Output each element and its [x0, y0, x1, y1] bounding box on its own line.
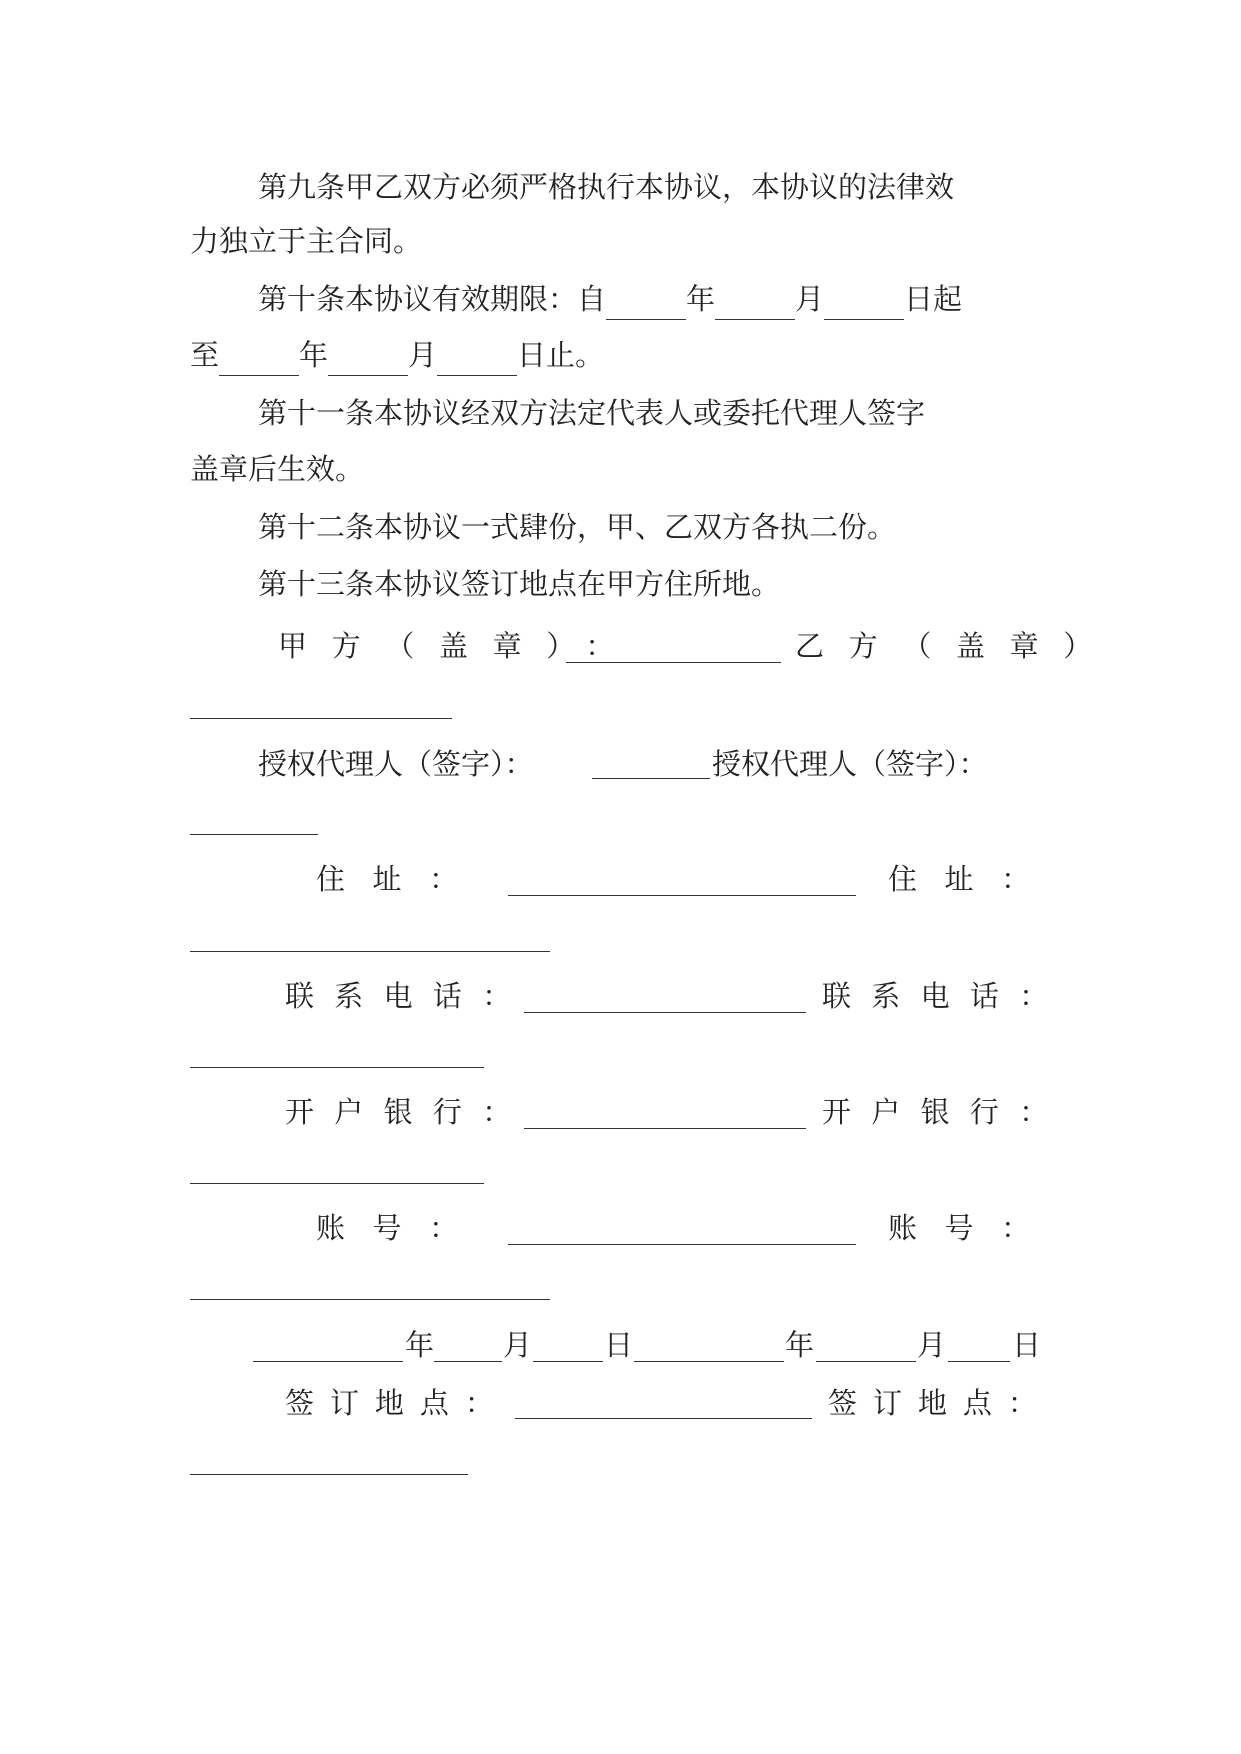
- colon: ：: [464, 1386, 510, 1420]
- address-a-label: [316, 859, 486, 899]
- month-label: 月: [795, 282, 825, 316]
- account-a-label: [316, 1208, 486, 1248]
- agent-b-blank: [190, 834, 318, 835]
- phone-label-text: 联系电话: [285, 979, 483, 1013]
- article-9-line-1: 第九条甲乙双方必须严格执行本协议，本协议的法律效: [258, 170, 955, 204]
- address-label-text: 住址: [888, 862, 1002, 896]
- date-a-day-label: 日: [604, 1328, 634, 1362]
- day-start-label: 日起: [904, 282, 963, 316]
- date-b-day-label: 日: [1012, 1328, 1042, 1362]
- date-b-year-label: 年: [785, 1328, 815, 1362]
- colon: ：: [1019, 979, 1069, 1013]
- account-b-blank: [190, 1299, 550, 1300]
- blank-end-year: [219, 335, 299, 376]
- article-11-line-1: 第十一条本协议经双方法定代表人或委托代理人签字: [258, 396, 926, 430]
- to-label: 至: [190, 338, 220, 372]
- blank-start-month: [715, 279, 795, 320]
- date-a-year-blank: [253, 1361, 403, 1362]
- bank-label-text: 开户银行: [822, 1095, 1020, 1129]
- date-b-year-blank: [634, 1361, 784, 1362]
- month-label: 月: [408, 338, 438, 372]
- bank-a-blank: [524, 1128, 806, 1129]
- colon: ：: [1007, 1386, 1053, 1420]
- place-label-text: 签订地点: [285, 1386, 465, 1420]
- account-a-blank: [508, 1244, 856, 1245]
- agent-b-label: 授权代理人（签字）：: [712, 747, 988, 781]
- phone-label-text: 联系电话: [822, 979, 1020, 1013]
- blank-start-year: [606, 279, 686, 320]
- address-b-label: [888, 859, 1058, 899]
- colon: ：: [429, 1211, 486, 1245]
- place-a-blank: [515, 1418, 812, 1419]
- account-b-label: [888, 1208, 1058, 1248]
- agent-a-label: 授权代理人（签字）：: [258, 747, 534, 781]
- bank-b-blank: [190, 1183, 484, 1184]
- place-b-label: [828, 1383, 1053, 1423]
- article-9-line-2: 力独立于主合同。: [190, 224, 423, 258]
- colon: ：: [482, 1095, 532, 1129]
- blank-end-day: [437, 335, 517, 376]
- bank-a-label: [285, 1092, 532, 1132]
- phone-b-blank: [190, 1067, 484, 1068]
- colon: ：: [1001, 1211, 1058, 1245]
- colon: ：: [429, 862, 486, 896]
- blank-start-day: [824, 279, 904, 320]
- place-b-blank: [190, 1474, 468, 1475]
- article-12: 第十二条本协议一式肆份，甲、乙双方各执二份。: [258, 510, 897, 544]
- address-a-blank: [508, 895, 856, 896]
- address-label-text: 住址: [316, 862, 430, 896]
- year-label: 年: [299, 338, 329, 372]
- party-b-seal-label: 乙方（盖章）: [795, 629, 1117, 663]
- article-13: 第十三条本协议签订地点在甲方住所地。: [258, 567, 781, 601]
- date-a-day-blank: [533, 1361, 603, 1362]
- colon: ：: [482, 979, 532, 1013]
- colon: ：: [1001, 862, 1058, 896]
- bank-label-text: 开户银行: [285, 1095, 483, 1129]
- agent-a-blank: [592, 778, 710, 779]
- date-b-day-blank: [948, 1361, 1010, 1362]
- date-b-month-blank: [816, 1361, 916, 1362]
- article-10-line-1: [258, 279, 962, 320]
- date-a-month-label: 月: [503, 1328, 533, 1362]
- place-label-text: 签订地点: [828, 1386, 1008, 1420]
- party-b-seal-blank: [190, 718, 452, 719]
- colon: ：: [1019, 1095, 1069, 1129]
- phone-b-label: [822, 976, 1069, 1016]
- address-b-blank: [190, 951, 550, 952]
- day-end-label: 日止。: [517, 338, 605, 372]
- party-a-seal-label: 甲方（盖章）：: [278, 629, 640, 663]
- party-a-seal-blank: [566, 662, 781, 663]
- date-a-month-blank: [434, 1361, 502, 1362]
- date-a-year-label: 年: [405, 1328, 435, 1362]
- article-10-line-2: [190, 335, 604, 376]
- place-a-label: [285, 1383, 510, 1423]
- account-label-text: 账号: [316, 1211, 430, 1245]
- bank-b-label: [822, 1092, 1069, 1132]
- article-10-prefix: 第十条本协议有效期限：自: [258, 282, 607, 316]
- phone-a-label: [285, 976, 532, 1016]
- year-label: 年: [686, 282, 716, 316]
- account-label-text: 账号: [888, 1211, 1002, 1245]
- article-11-line-2: 盖章后生效。: [190, 452, 365, 486]
- date-b-month-label: 月: [917, 1328, 947, 1362]
- blank-end-month: [328, 335, 408, 376]
- phone-a-blank: [524, 1012, 806, 1013]
